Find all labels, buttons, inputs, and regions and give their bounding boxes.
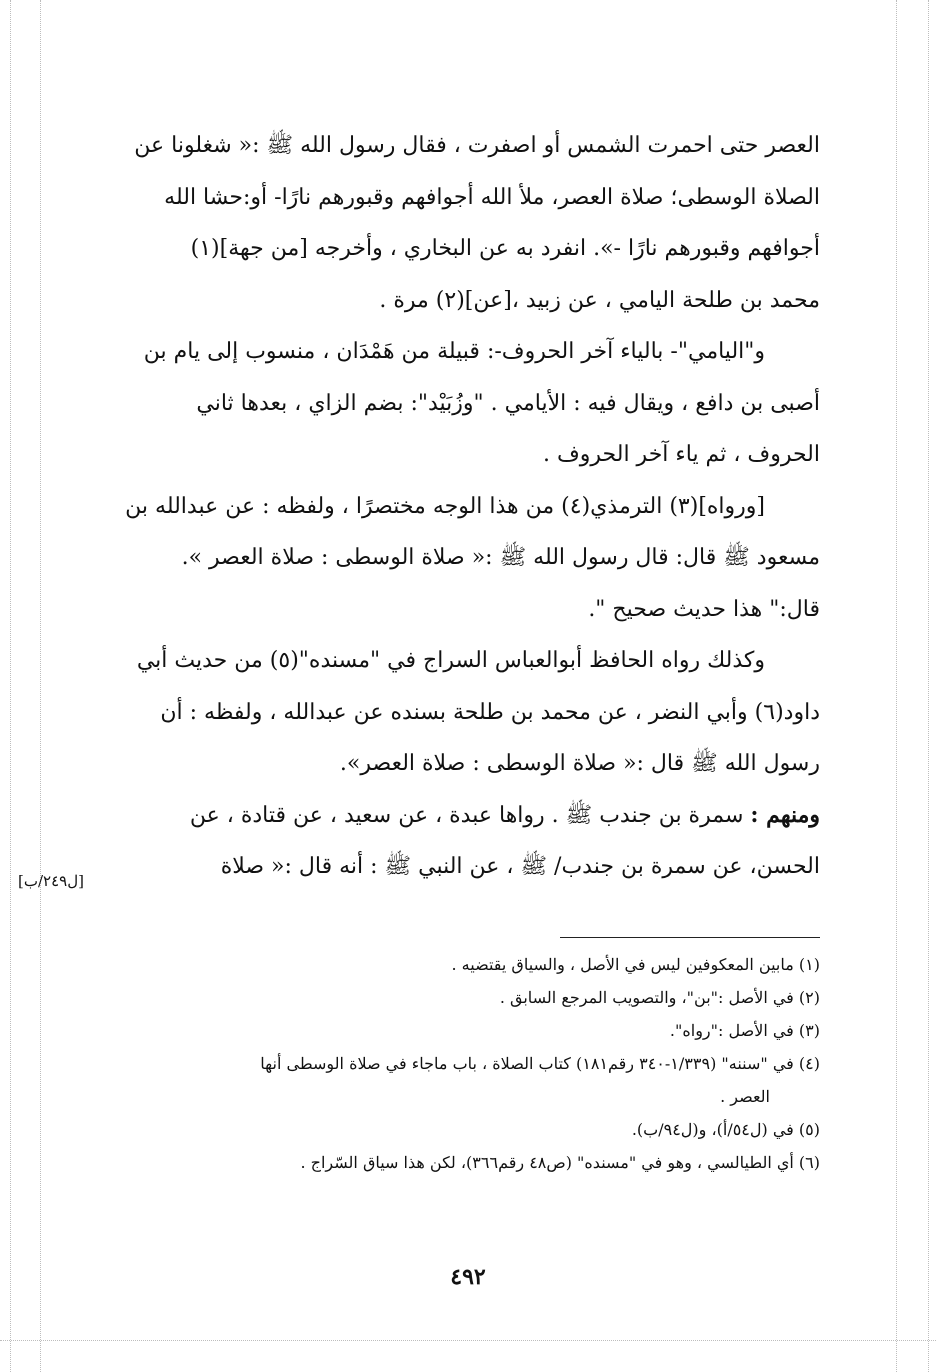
footnote: (٣) في الأصل :"رواه". (669, 1021, 820, 1040)
scan-dotted-line (896, 0, 898, 1372)
text-line: رسول الله ﷺ قال :« صلاة الوسطى : صلاة العصر». (339, 751, 820, 776)
margin-note: [ل٢٤٩/ب] (18, 872, 84, 890)
footnotes (100, 948, 820, 1179)
text-line: الحروف ، ثم ياء آخر الحروف . (542, 442, 820, 467)
text-line: أصبى بن دافع ، ويقال فيه : الأيامي . "وزُبَيْد": بضم الزاي ، بعدها ثاني (196, 390, 820, 416)
text-line: داود(٦) وأبي النضر ، عن محمد بن طلحة بسنده عن عبدالله ، ولفظه : أن (160, 699, 820, 725)
footnote: (٥) في (ل٥٤/أ)، و(ل٩٤/ب). (631, 1120, 820, 1139)
text-line: وكذلك رواه الحافظ أبوالعباس السراج في "مسنده"(٥) من حديث أبي (136, 648, 765, 673)
scan-dotted-line (10, 0, 12, 1372)
footnote: (٢) في الأصل :"بن"، والتصويب المرجع السابق . (499, 988, 820, 1007)
footnote-continuation: العصر . (720, 1087, 770, 1106)
text-line: مسعود ﷺ قال: قال رسول الله ﷺ :« صلاة الوسطى : صلاة العصر ». (181, 545, 820, 570)
scan-dotted-line (40, 0, 42, 1372)
text-line: و"اليامي"- بالياء آخر الحروف-: قبيلة من هَمْدَان ، منسوب إلى يام بن (143, 339, 765, 364)
text-line: أجوافهم وقبورهم نارًا -». انفرد به عن البخاري ، وأخرجه [من جهة](١) (190, 236, 820, 261)
scan-dotted-line (0, 1340, 936, 1342)
footnote: (٦) أي الطيالسي ، وهو في "مسنده" (ص٤٨ رقم٣٦٦)، لكن هذا سياق السّراج . (300, 1153, 820, 1172)
bold-lead: ومنهم : (750, 801, 820, 828)
footnote: (١) مابين المعكوفين ليس في الأصل ، والسياق يقتضيه . (451, 955, 820, 974)
text-line: الصلاة الوسطى؛ صلاة العصر، ملأ الله أجوافهم وقبورهم نارًا- أو:حشا الله (164, 184, 820, 210)
text-line (100, 790, 820, 842)
text-line: العصر حتى احمرت الشمس أو اصفرت ، فقال رسول الله ﷺ :« شغلونا عن (134, 133, 820, 158)
footnote-divider (560, 937, 820, 938)
page-number: ٤٩٢ (450, 1264, 486, 1290)
footnote: (٤) في "سننه" (١/٣٣٩-٣٤٠ رقم١٨١) كتاب الصلاة ، باب ماجاء في صلاة الوسطى أنها (260, 1054, 820, 1073)
text-line: الحسن، عن سمرة بن جندب/ ﷺ ، عن النبي ﷺ : أنه قال :« صلاة (220, 854, 820, 879)
text-line-rest: سمرة بن جندب ﷺ . رواها عبدة ، عن سعيد ، عن قتادة ، عن (189, 802, 744, 828)
text-line: محمد بن طلحة اليامي ، عن زبيد ،[عن](٢) مرة . (379, 287, 820, 313)
text-line: [ورواه](٣) الترمذي(٤) من هذا الوجه مختصرًا ، ولفظه : عن عبدالله بن (125, 493, 765, 519)
main-text (100, 120, 820, 893)
text-line: قال:" هذا حديث صحيح ". (588, 596, 820, 622)
scan-dotted-line (928, 0, 930, 1372)
